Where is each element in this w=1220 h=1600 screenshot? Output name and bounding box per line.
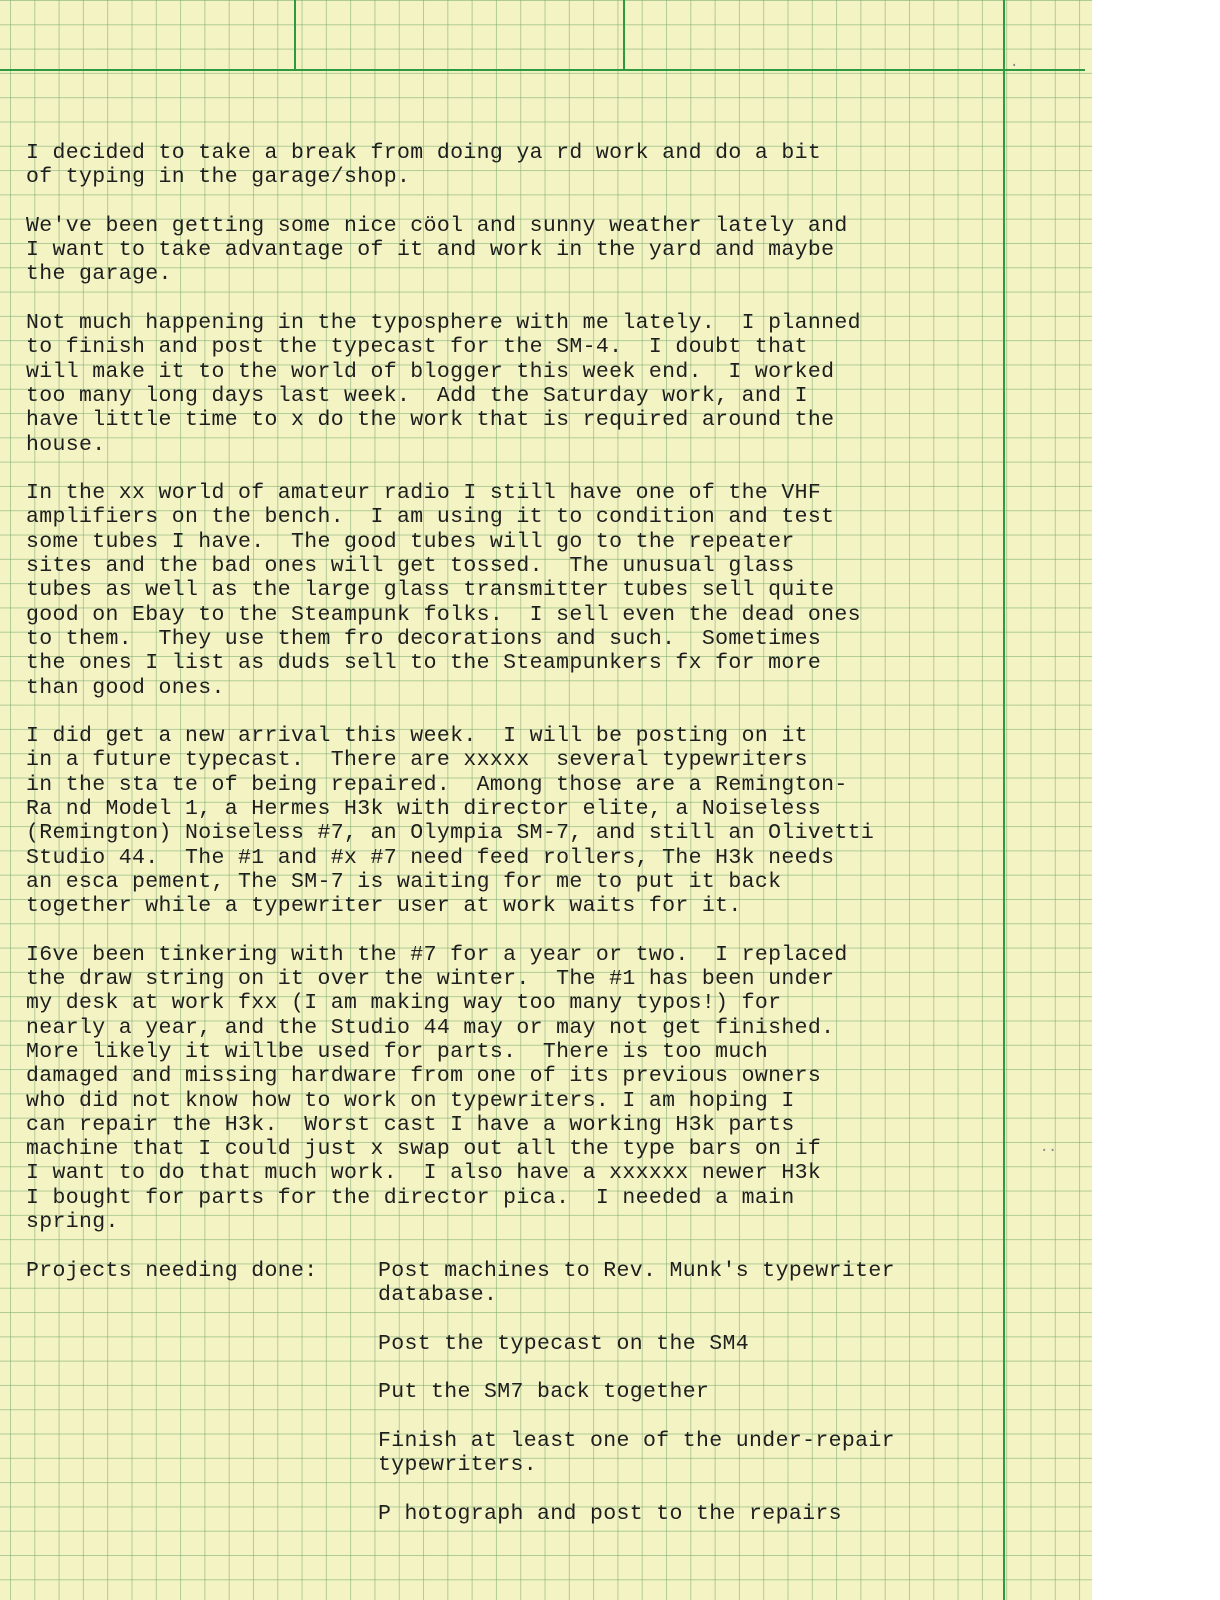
header-divider-left [294, 0, 296, 70]
paragraph: I6ve been tinkering with the #7 for a year or two. I replaced the draw string on it over the winter. The #1 has been under my desk at work fxx (I am making way too many typos!) for nearly a year, and the Studio 44 may or may not get finished. More likely it willbe used for parts. There is too much damaged and missing hardware from one of its previous owners who did not know how to work on typewriters. I am hoping I can repair the H3k. Worst cast I have a working H3k parts machine that I could just x swap out all the type bars on if I want to do that much work. I also have a xxxxxx newer H3k I bought for parts for the director pica. I needed a main spring. [26, 942, 848, 1235]
projects-section [26, 1259, 986, 1551]
projects-list [378, 1259, 986, 1551]
scan-margin [1092, 0, 1220, 1600]
paragraph: We've been getting some nice cöol and sunny weather lately and I want to take advantage of it and work in the yard and maybe the garage. [26, 213, 848, 287]
paragraph: I did get a new arrival this week. I will be posting on it in a future typecast. There are xxxxx several typewriters in the sta te of being repaired. Among those are a Remington- Ra nd Model 1, a Hermes H3k with director elite, a Noiseless (Remington) Noiseless #7, an Olympia SM-7, and still an Olivetti Studio 44. The #1 and #x #7 need feed rollers, The H3k needs an esca pement, The SM-7 is waiting for me to put it back together while a typewriter user at work waits for it. [26, 724, 875, 919]
project-item: Post machines to Rev. Munk's typewriter database. [378, 1258, 895, 1307]
project-item: Finish at least one of the under-repair typewriters. [378, 1428, 895, 1478]
paragraph: In the xx world of amateur radio I still have one of the VHF amplifiers on the bench. I am using it to condition and test some tubes I have. The good tubes will go to the repeater sites and the bad ones will get tossed. The unusual glass tubes as well as the large glass transmitter tubes sell quite good on Ebay to the Steampunk folks. I sell even the dead ones to them. They use them fro decorations and such. Sometimes the ones I list as duds sell to the Steampunkers fx for more than good ones. [26, 481, 861, 700]
project-item: Post the typecast on the SM4 [378, 1331, 750, 1356]
paper-speck: · [1010, 58, 1019, 74]
typed-text [26, 141, 986, 1550]
paragraph: I decided to take a break from doing ya rd work and do a bit of typing in the garage/shop. [26, 141, 822, 190]
header-rule [0, 69, 1085, 71]
paper-speck: ·· [1040, 1143, 1057, 1159]
project-item: P hotograph and post to the repairs [378, 1501, 842, 1526]
paragraph: Not much happening in the typosphere with me lately. I planned to finish and post the typecast for the SM-4. I doubt that will make it to the world of blogger this week end. I worked too many long days last week. Add the Saturday work, and I have little time to x do the work that is required around the house. [26, 311, 861, 457]
projects-label: Projects needing done: [26, 1258, 318, 1283]
project-item: Put the SM7 back together [378, 1380, 710, 1405]
header-divider-right [623, 0, 625, 70]
margin-rule [1003, 0, 1005, 1600]
